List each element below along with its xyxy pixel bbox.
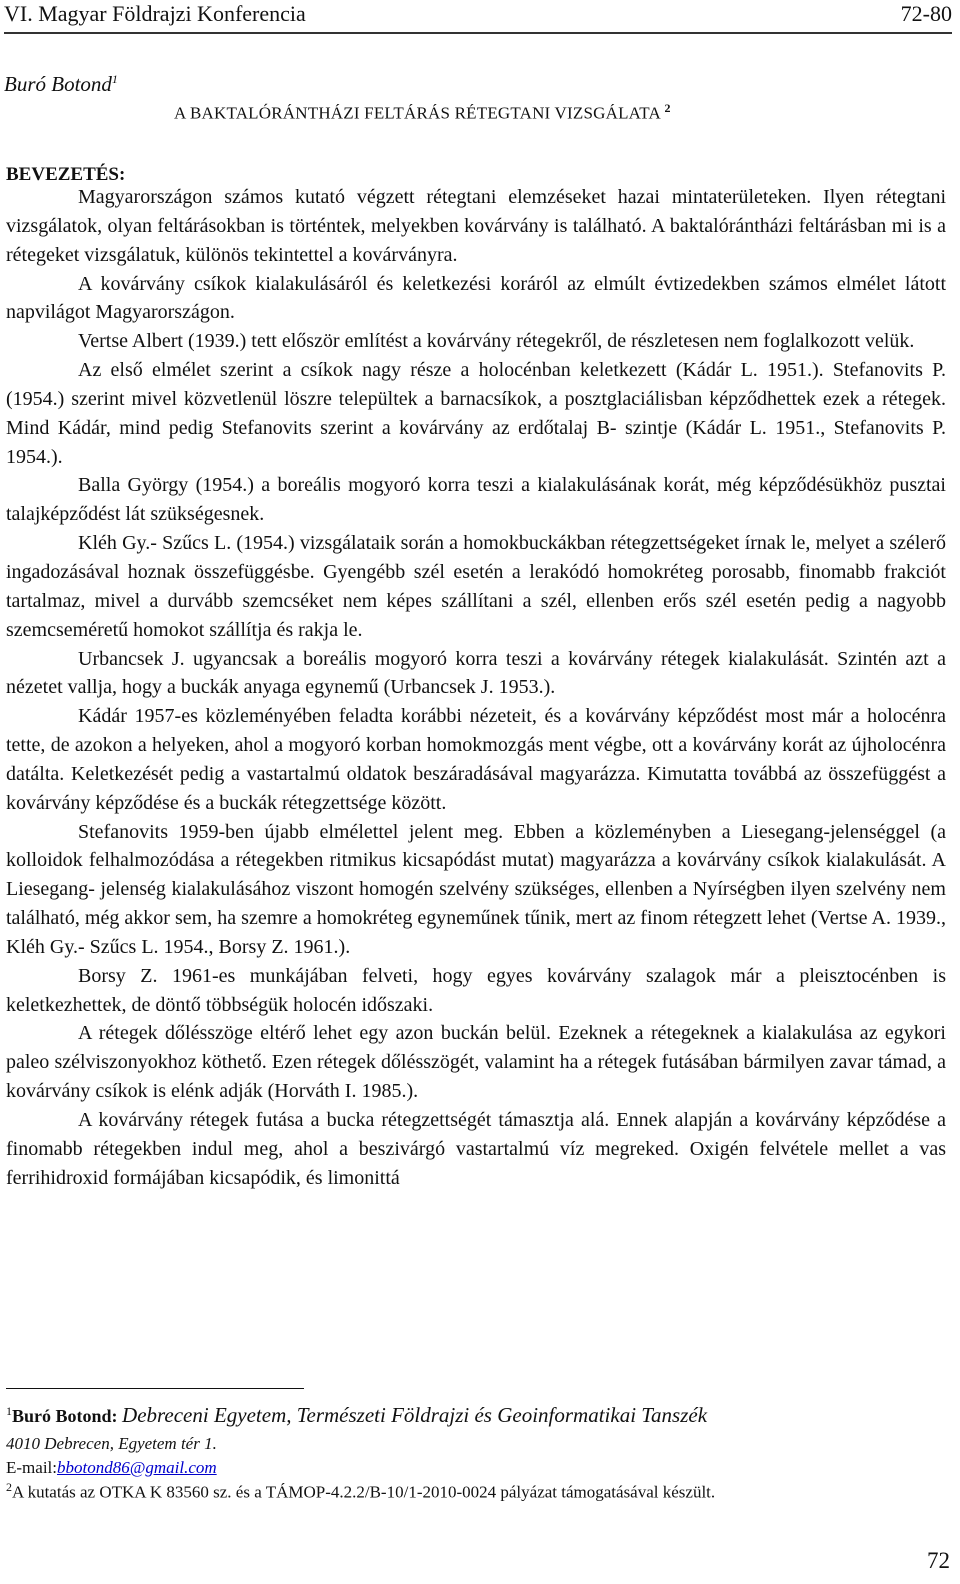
author-footnote-mark: 1 — [111, 72, 118, 86]
author-name: Buró Botond — [4, 72, 112, 96]
article-title-text: A BAKTALÓRÁNTHÁZI FELTÁRÁS RÉTEGTANI VIZSGÁLATA — [174, 103, 661, 123]
footnote-1-mark: 1 — [6, 1404, 12, 1418]
paragraph: Urbancsek J. ugyancsak a boreális mogyoró korra teszi a kovárvány rétegek kialakulását. Szintén azt a nézetet vallja, hogy a buckák anyaga egynemű (Urbancsek J. 1953.). — [6, 647, 946, 699]
paragraph: A kovárvány rétegek futása a bucka rétegzettségét támasztja alá. Ennek alapján a kovárvány képződése a finomabb rétegekben indul meg, ahol a beszivárgó vastartalmú víz megreked. Oxigén felvétele mellet a vas ferrihidroxid formájában kicsapódik, és limonittá — [6, 1109, 946, 1189]
paragraph: Az első elmélet szerint a csíkok nagy része a holocénban keletkezett (Kádár L. 1951.). Stefanovits P. (1954.) szerint mivel közvetlenül löszre települtek a barnacsíkok, a posztglaciálisban képződhettek ezek a rétegek. Mind Kádár, mind pedig Stefanovits szerint a kovárvány az erdőtalaj B- szintje (Kádár L. 1951., Stefanovits P. 1954.). — [6, 359, 946, 468]
footnote-1-address: 4010 Debrecen, Egyetem tér 1. — [6, 1434, 217, 1453]
footnote-1-institution: Debreceni Egyetem, Természeti Földrajzi és Geoinformatikai Tanszék — [122, 1403, 708, 1427]
paragraph: Vertse Albert (1939.) tett először említést a kovárvány rétegekről, de részletesen nem foglalkozott velük. — [78, 330, 915, 353]
paragraph: A rétegek dőlésszöge eltérő lehet egy azon buckán belül. Ezeknek a rétegeknek a kialakulása az egykori paleo szélviszonyokhoz köthető. Ezen rétegek dőlésszögét, valamint ha a rétegek futásában bármilyen zavar támad, a kovárvány csíkok is elénk adják (Horváth I. 1985.). — [6, 1022, 946, 1103]
running-header — [4, 0, 952, 34]
page-number: 72 — [927, 1548, 950, 1573]
footnote-1-author: Buró Botond: — [12, 1406, 118, 1426]
paragraph: Stefanovits 1959-ben újabb elmélettel jelent meg. Ebben a közleményben a Liesegang-jelenséggel (a kolloidok felhalmozódása a rétegekben ritmikus kicsapódást mutat) magyarázza a kovárvány csíkok kialakulását. A Liesegang- jelenség kialakulásához viszont homogén szelvény szükséges, ellenben a Nyírségben ilyen szelvény nem található, még akkor sem, ha szemre a homokréteg egyneműnek tűnik, mert az finom rétegzett lehet (Vertse A. 1939., Kléh Gy.- Szűcs L. 1954., Borsy Z. 1961.). — [6, 820, 946, 958]
footnote-2-mark: 2 — [6, 1480, 12, 1494]
page-range: 72-80 — [900, 1, 952, 26]
footnote-1-email — [6, 1458, 217, 1478]
body-text — [6, 183, 946, 1193]
email-link[interactable]: bbotond86@gmail.com — [56, 1458, 217, 1477]
paragraph: Magyarországon számos kutató végzett rétegtani elemzéseket hazai mintaterületeken. Ilyen rétegtani vizsgálatok, olyan feltárásokban is történtek, melyekben kovárvány is található. A baktalórántházi feltárásban mi is a rétegeket vizsgálatuk, különös tekintettel a kovárványra. — [6, 186, 946, 266]
title-footnote-mark: 2 — [664, 101, 671, 115]
paragraph: Kléh Gy.- Szűcs L. (1954.) vizsgálataik során a homokbuckákban rétegzettségeket írnak le, melyet a szélerő ingadozásával hoznak összefüggésbe. Gyengébb szél esetén a lerakódó homokréteg porosabb, finomabb frakciót tartalmaz, mivel a durvább szemcséket nem képes szállítani a szél, ellenben erős szél esetén pedig a nagyobb szemcseméretű homokot szállítja és rakja le. — [6, 532, 946, 641]
footnote-2-text: A kutatás az OTKA K 83560 sz. és a TÁMOP-4.2.2/B-10/1-2010-0024 pályázat támogatásával készült. — [12, 1482, 716, 1502]
footnote-2 — [6, 1480, 715, 1503]
paragraph: Balla György (1954.) a boreális mogyoró korra teszi a kialakulásának korát, még képződésükhöz pusztai talajképződést lát szükségesnek. — [6, 474, 946, 526]
section-heading: BEVEZETÉS: — [6, 164, 126, 185]
article-title — [174, 101, 671, 124]
email-label: E-mail: — [6, 1458, 57, 1477]
paragraph: A kovárvány csíkok kialakulásáról és keletkezési koráról az elmúlt évtizedekben számos elmélet látott napvilágot Magyarországon. — [6, 272, 946, 324]
paragraph: Borsy Z. 1961-es munkájában felveti, hogy egyes kovárvány szalagok már a pleisztocénben is keletkezhettek, de döntő többségük holocén időszaki. — [6, 964, 946, 1016]
paragraph: Kádár 1957-es közleményében feladta korábbi nézeteit, és a kovárvány képződést most már a holocénra tette, de azokon a helyeken, ahol a mogyoró korban homokmozgás ment végbe, ott a kovárvány korát az újholocénra datálta. Keletkezését pedig a vastartalmú oldatok beszáradásával magyarázza. Kimutatta továbbá az összefüggést a kovárvány képződése és a buckák rétegzettsége között. — [6, 705, 946, 814]
conference-name: VI. Magyar Földrajzi Konferencia — [4, 1, 306, 26]
footnote-1 — [6, 1403, 707, 1428]
author-line — [4, 72, 118, 97]
footnote-separator — [6, 1388, 304, 1389]
